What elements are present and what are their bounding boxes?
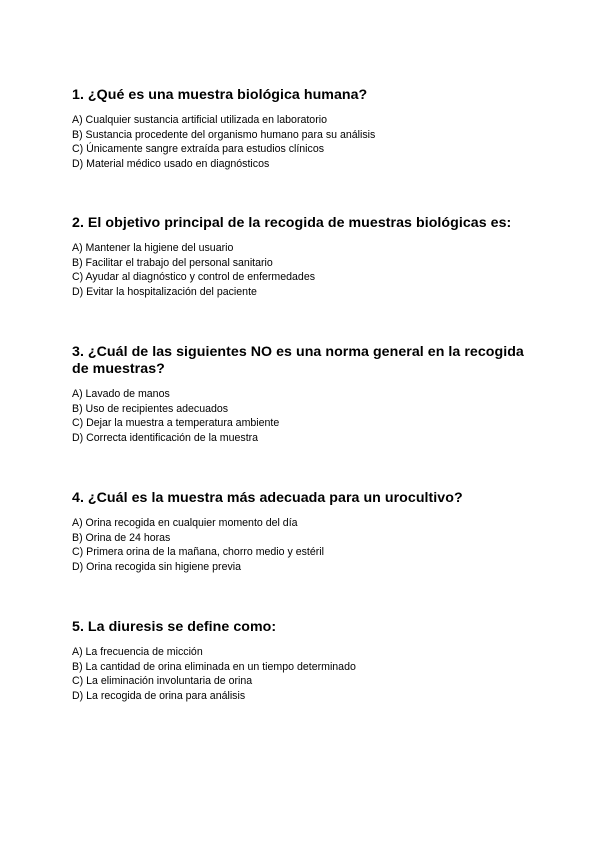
answer-option-b: B) Orina de 24 horas — [72, 531, 171, 544]
question-3 — [72, 344, 542, 445]
answer-option-c: C) Ayudar al diagnóstico y control de enfermedades — [72, 271, 316, 284]
answer-option-b: B) La cantidad de orina eliminada en un tiempo determinado — [72, 660, 356, 673]
answer-option-b: B) Uso de recipientes adecuados — [72, 402, 229, 415]
question-1 — [72, 87, 542, 171]
question-5 — [72, 619, 542, 703]
question-4 — [72, 490, 542, 574]
question-title: 2. El objetivo principal de la recogida de muestras biológicas es: — [72, 215, 512, 231]
answer-option-a: A) La frecuencia de micción — [72, 646, 203, 658]
answer-option-d: D) Material médico usado en diagnósticos — [72, 157, 270, 170]
answer-option-d: D) Orina recogida sin higiene previa — [72, 560, 241, 573]
answer-option-b: B) Sustancia procedente del organismo humano para su análisis — [72, 128, 376, 141]
answer-option-a: A) Lavado de manos — [72, 388, 170, 400]
answer-options — [72, 645, 542, 703]
answer-option-d: D) Evitar la hospitalización del paciente — [72, 285, 257, 298]
answer-option-c: C) Primera orina de la mañana, chorro medio y estéril — [72, 546, 324, 559]
answer-option-c: C) Únicamente sangre extraída para estudios clínicos — [72, 143, 325, 156]
question-title: 3. ¿Cuál de las siguientes NO es una norma general en la recogida de muestras? — [72, 344, 524, 377]
question-title: 5. La diuresis se define como: — [72, 619, 277, 635]
answer-option-d: D) Correcta identificación de la muestra — [72, 431, 259, 444]
answer-option-b: B) Facilitar el trabajo del personal sanitario — [72, 256, 273, 269]
question-title: 1. ¿Qué es una muestra biológica humana? — [72, 87, 368, 103]
answer-option-a: A) Cualquier sustancia artificial utilizada en laboratorio — [72, 114, 327, 126]
answer-options — [72, 241, 542, 299]
answer-option-c: C) Dejar la muestra a temperatura ambiente — [72, 417, 280, 430]
question-2 — [72, 215, 542, 299]
answer-option-d: D) La recogida de orina para análisis — [72, 689, 246, 702]
answer-option-a: A) Orina recogida en cualquier momento del día — [72, 517, 298, 529]
answer-option-a: A) Mantener la higiene del usuario — [72, 242, 234, 254]
answer-options — [72, 516, 542, 574]
answer-option-c: C) La eliminación involuntaria de orina — [72, 675, 253, 688]
question-title: 4. ¿Cuál es la muestra más adecuada para un urocultivo? — [72, 490, 463, 506]
answer-options — [72, 113, 542, 171]
answer-options — [72, 387, 542, 445]
